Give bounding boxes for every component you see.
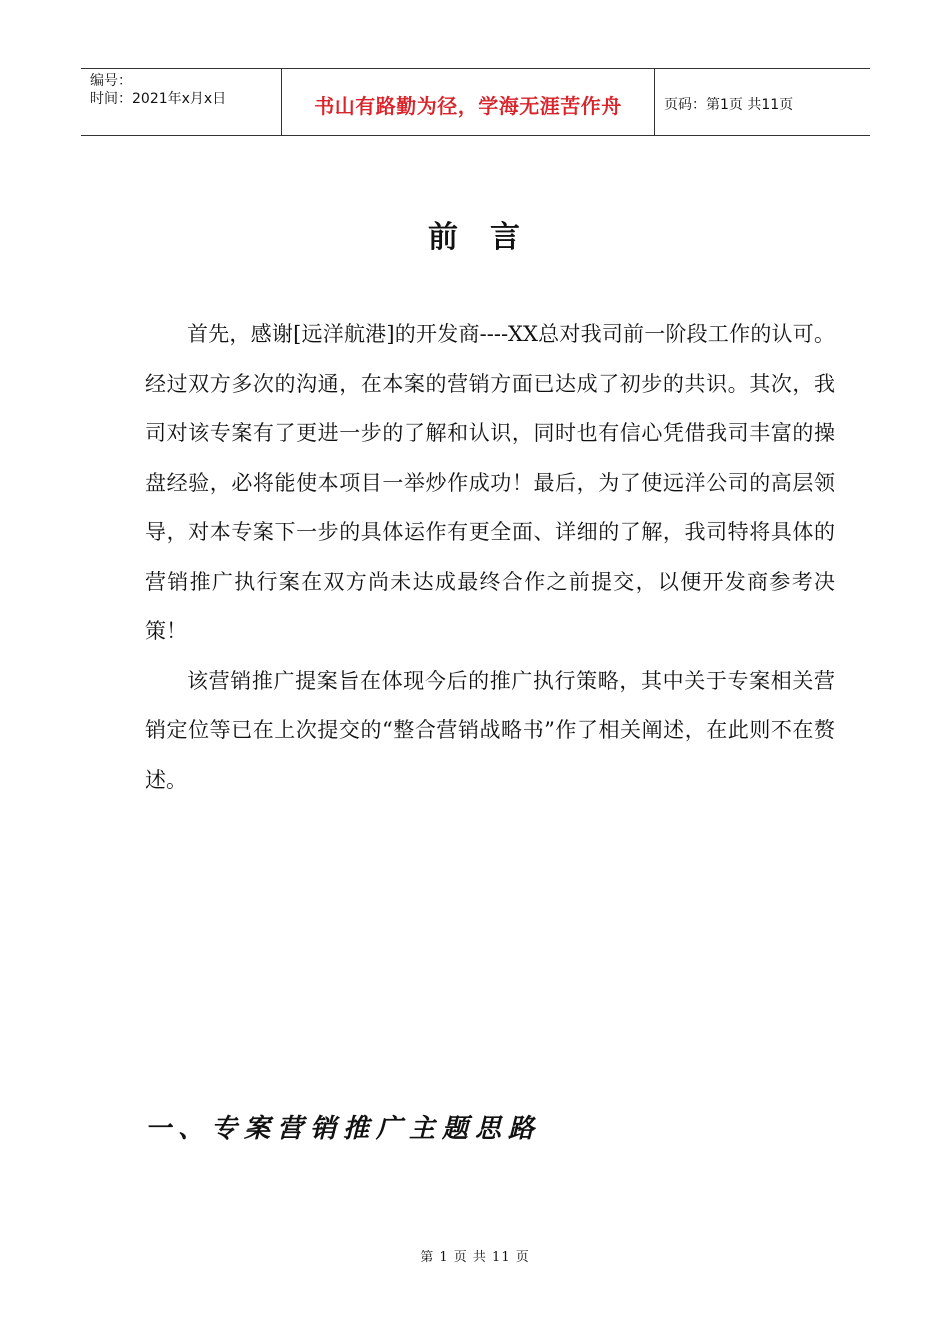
section-heading: 一、专案营销推广主题思路 [145,1114,542,1144]
header-page-info: 页码：第1页 共11页 [664,97,794,113]
preface-body [145,310,835,805]
page-title [0,212,950,256]
title-char-1: 前 [428,220,460,255]
header-table [81,68,870,136]
document-number-label: 编号： [90,73,132,89]
paragraph-1: 首先，感谢[远洋航港]的开发商----XX总对我司前一阶段工作的认可。经过双方多次的沟通，在本案的营销方面已达成了初步的共识。其次，我司对该专案有了更进一步的了解和认识，同时也有信心凭借我司丰富的操盘经验，必将能使本项目一举炒作成功！最后，为了使远洋公司的高层领导，对本专案下一步的具体运作有更全面、详细的了解，我司特将具体的营销推广执行案在双方尚未达成最终合作之前提交，以便开发商参考决策！ [145,322,835,643]
page-footer: 第 1 页 共 11 页 [420,1250,530,1265]
document-date: 时间：2021年x月x日 [90,91,227,107]
header-meta-cell [81,69,282,135]
header-motto: 书山有路勤为径，学海无涯苦作舟 [282,69,655,135]
paragraph-2: 该营销推广提案旨在体现今后的推广执行策略，其中关于专案相关营销定位等已在上次提交的“整合营销战略书”作了相关阐述，在此则不在赘述。 [145,668,835,792]
title-char-2: 言 [490,220,522,255]
